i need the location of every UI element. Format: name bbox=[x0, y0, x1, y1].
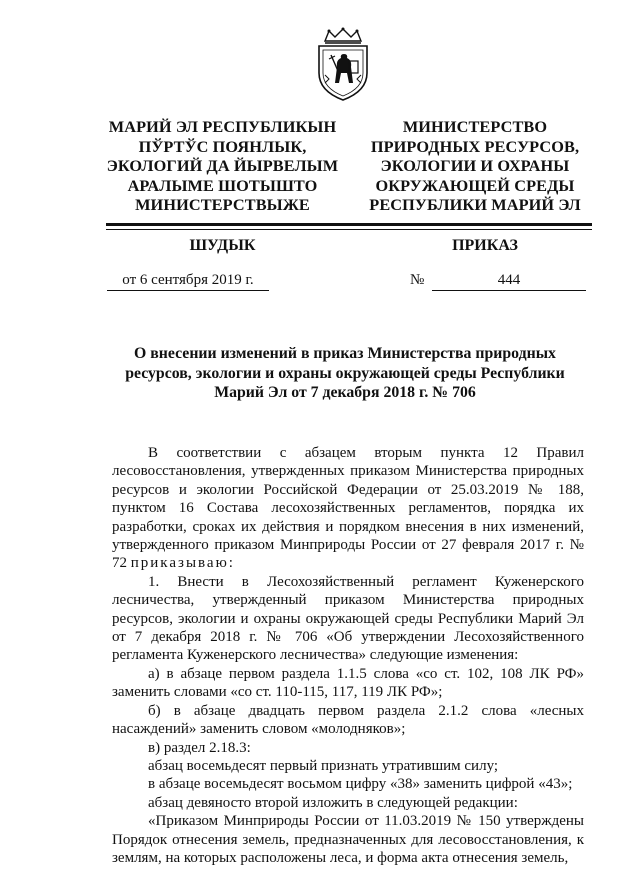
ministry-name-mari-line: МАРИЙ ЭЛ РЕСПУБЛИКЫН bbox=[108, 117, 337, 136]
paragraph-quote: «Приказом Минприроды России от 11.03.2019 № 150 утверждены Порядок отнесения земель, предназначенных для лесовосстановления, к землям, на которых расположены леса, и форма акта отнесения земель, bbox=[112, 813, 584, 866]
ministry-name-russian-line: ОКРУЖАЮЩЕЙ СРЕДЫ bbox=[375, 175, 575, 195]
paragraph-preamble-text: В соответствии с абзацем вторым пункта 12 Правил лесовосстановления, утвержденных приказом Министерства природных ресурсов и экологии Российской Федерации от 25.03.2019 № 188, пунктом 16 Состава лесохозяйственных регламентов, порядка их разработки, сроках их действия и порядком внесения в них изменений, утвержденного приказом Минприроды России от 27 февраля 2017 г. № 72 bbox=[112, 445, 584, 572]
ministry-name-russian-line: МИНИСТЕРСТВО bbox=[402, 117, 548, 136]
ministry-name-mari-line: ЭКОЛОГИЙ ДА ЙЫРВЕЛЫМ bbox=[106, 156, 339, 175]
ministry-name-russian bbox=[355, 117, 595, 215]
number-sign: № bbox=[410, 272, 425, 288]
paragraph-item-1: 1. Внести в Лесохозяйственный регламент Куженерского лесничества, утвержденный приказом Министерства природных ресурсов, экологии и охраны окружающей среды Республики Марий Эл от 7 декабря 2018 г. № 706 «Об утверждении Лесохозяйственного регламента Куженерского лесничества» следующие изменения: bbox=[112, 573, 584, 664]
document-title-line: Марий Эл от 7 декабря 2018 г. № 706 bbox=[214, 384, 476, 401]
header-divider-thick bbox=[106, 223, 592, 226]
paragraph-clause-88: в абзаце восемьдесят восьмом цифру «38» заменить цифрой «43»; bbox=[148, 776, 573, 793]
paragraph-subitem-v: в) раздел 2.18.3: bbox=[148, 739, 251, 756]
doc-type-mari: ШУДЫК bbox=[189, 237, 256, 254]
doc-type-russian: ПРИКАЗ bbox=[452, 237, 518, 254]
paragraph-subitem-b: б) в абзаце двадцать первом раздела 2.1.2 слова «лесных насаждений» заменить словом «молодняков»; bbox=[112, 702, 584, 738]
order-command: приказываю: bbox=[130, 555, 235, 572]
document-title-line: ресурсов, экологии и охраны окружающей среды Республики bbox=[125, 364, 565, 382]
document-title-line: О внесении изменений в приказ Министерства природных bbox=[134, 345, 556, 362]
paragraph-preamble bbox=[112, 444, 584, 573]
paragraph-clause-81: абзац восемьдесят первый признать утратившим силу; bbox=[148, 757, 499, 774]
ministry-name-mari-line: МИНИСТЕРСТВЫЖЕ bbox=[135, 195, 310, 214]
document-number: 444 bbox=[432, 271, 586, 291]
paragraph-subitem-a: а) в абзаце первом раздела 1.1.5 слова «со ст. 102, 108 ЛК РФ» заменить словами «со ст. 110-115, 117, 119 ЛК РФ»; bbox=[112, 665, 584, 701]
header-divider-thin bbox=[106, 229, 592, 230]
ministry-name-mari-line: АРАЛЫМЕ ШОТЫШТО bbox=[127, 175, 318, 195]
document-date: от 6 сентября 2019 г. bbox=[107, 271, 269, 291]
ministry-name-russian-line: ЭКОЛОГИИ И ОХРАНЫ bbox=[380, 156, 570, 175]
ministry-name-mari-line: ПЎРТЎС ПОЯНЛЫК, bbox=[138, 136, 307, 156]
document-body bbox=[112, 444, 584, 867]
ministry-name-mari bbox=[95, 117, 350, 215]
document-title bbox=[110, 344, 580, 403]
ministry-name-russian-line: РЕСПУБЛИКИ МАРИЙ ЭЛ bbox=[369, 195, 581, 214]
coat-of-arms-emblem bbox=[311, 27, 375, 103]
paragraph-clause-92: абзац девяносто второй изложить в следующей редакции: bbox=[148, 794, 518, 811]
ministry-name-russian-line: ПРИРОДНЫХ РЕСУРСОВ, bbox=[370, 136, 580, 156]
